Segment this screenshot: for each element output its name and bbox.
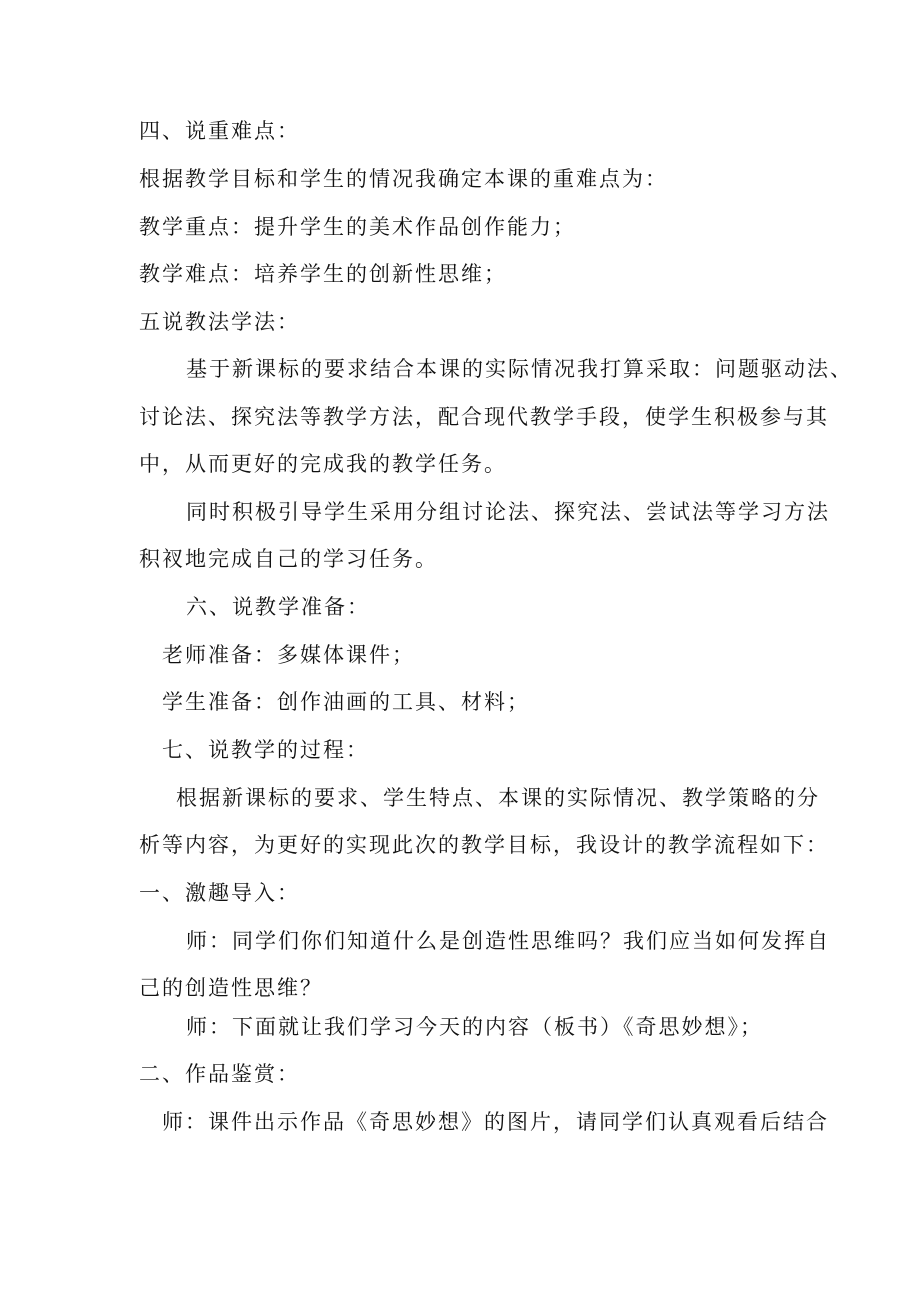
paragraph-line: 根据新课标的要求、学生特点、本课的实际情况、教学策略的分: [176, 786, 820, 810]
paragraph-line: 老师准备：多媒体课件；: [162, 643, 415, 667]
paragraph-line: 根据教学目标和学生的情况我确定本课的重难点为：: [139, 167, 668, 191]
paragraph-line: 中，从而更好的完成我的教学任务。: [139, 452, 507, 476]
paragraph-line: 学生准备：创作油画的工具、材料；: [162, 690, 530, 714]
paragraph-line: 同时积极引导学生采用分组讨论法、探究法、尝试法等学习方法: [186, 500, 830, 524]
section-heading-4: 四、说重难点：: [139, 119, 300, 143]
section-heading-5: 五说教法学法：: [139, 310, 300, 334]
paragraph-line: 师：下面就让我们学习今天的内容（板书）《奇思妙想》；: [186, 1015, 763, 1039]
paragraph-line: 教学重点：提升学生的美术作品创作能力；: [139, 215, 576, 239]
section-heading-6: 六、说教学准备：: [186, 595, 370, 619]
paragraph-line: 基于新课标的要求结合本课的实际情况我打算采取：问题驱动法、: [186, 357, 853, 381]
paragraph-line: 己的创造性思维？: [139, 976, 323, 1000]
paragraph-line: 讨论法、探究法等教学方法，配合现代教学手段，使学生积极参与其: [139, 405, 829, 429]
subsection-heading-2: 二、作品鉴赏：: [139, 1062, 300, 1086]
paragraph-line: 析等内容，为更好的实现此次的教学目标，我设计的教学流程如下：: [139, 833, 829, 857]
paragraph-line: 师：同学们你们知道什么是创造性思维吗？我们应当如何发挥自: [186, 929, 830, 953]
section-heading-7: 七、说教学的过程：: [162, 738, 369, 762]
subsection-heading-1: 一、激趣导入：: [139, 881, 300, 905]
paragraph-line: 教学难点：培养学生的创新性思维；: [139, 262, 507, 286]
paragraph-line: 积衩地完成自己的学习任务。: [139, 547, 438, 571]
paragraph-line: 师：课件出示作品《奇思妙想》的图片，请同学们认真观看后结合: [162, 1110, 829, 1134]
